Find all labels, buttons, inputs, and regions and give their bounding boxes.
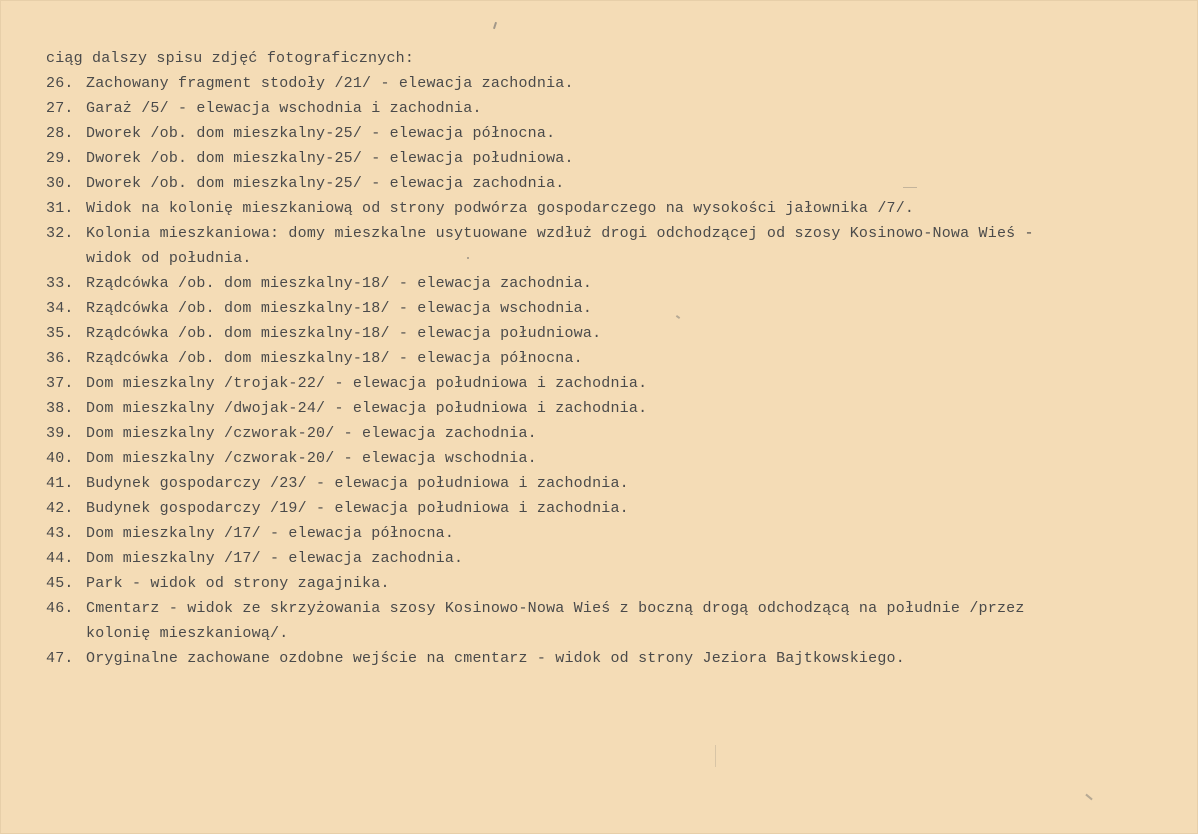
- paper-speck: [493, 22, 497, 29]
- item-text-line: Rządcówka /ob. dom mieszkalny-18/ - elewacja południowa.: [86, 325, 602, 342]
- item-text-line: widok od południa.: [86, 250, 252, 267]
- list-item: [46, 146, 1166, 171]
- list-item: [46, 371, 1166, 396]
- item-text: [86, 196, 1166, 221]
- list-item: [46, 571, 1166, 596]
- item-text-line: Dom mieszkalny /17/ - elewacja północna.: [86, 525, 455, 542]
- list-item: [46, 546, 1166, 571]
- item-number: 34.: [46, 300, 74, 317]
- item-text-line: Dom mieszkalny /17/ - elewacja zachodnia.: [86, 550, 464, 567]
- list-item: [46, 396, 1166, 421]
- item-number: 43.: [46, 525, 74, 542]
- item-text-line: Widok na kolonię mieszkaniową od strony podwórza gospodarczego na wysokości jałownika /7/.: [86, 200, 915, 217]
- item-number: 46.: [46, 600, 74, 617]
- list-item: [46, 596, 1166, 646]
- item-text: [86, 96, 1166, 121]
- item-text-line: Rządcówka /ob. dom mieszkalny-18/ - elewacja zachodnia.: [86, 275, 593, 292]
- item-text: [86, 646, 1166, 671]
- item-text-line: Park - widok od strony zagajnika.: [86, 575, 390, 592]
- item-text-line: Dworek /ob. dom mieszkalny-25/ - elewacja północna.: [86, 125, 556, 142]
- item-number: 28.: [46, 125, 74, 142]
- item-text: [86, 471, 1166, 496]
- item-text-line: kolonię mieszkaniową/.: [86, 625, 289, 642]
- item-number: 27.: [46, 100, 74, 117]
- paper-speck: [1085, 794, 1092, 801]
- list-item: [46, 471, 1166, 496]
- list-item: [46, 296, 1166, 321]
- item-text: [86, 221, 1166, 271]
- item-text: [86, 346, 1166, 371]
- item-text-line: Oryginalne zachowane ozdobne wejście na cmentarz - widok od strony Jeziora Bajtkowskiego.: [86, 650, 905, 667]
- item-text: [86, 521, 1166, 546]
- item-text-line: Dworek /ob. dom mieszkalny-25/ - elewacja południowa.: [86, 150, 574, 167]
- item-number: 42.: [46, 500, 74, 517]
- item-number: 30.: [46, 175, 74, 192]
- item-text: [86, 421, 1166, 446]
- list-item: [46, 171, 1166, 196]
- item-text: [86, 321, 1166, 346]
- list-item: [46, 221, 1166, 271]
- item-number: 47.: [46, 650, 74, 667]
- item-number: 36.: [46, 350, 74, 367]
- item-number: 38.: [46, 400, 74, 417]
- item-text-line: Zachowany fragment stodoły /21/ - elewacja zachodnia.: [86, 75, 574, 92]
- item-number: 29.: [46, 150, 74, 167]
- item-text-line: Dom mieszkalny /trojak-22/ - elewacja południowa i zachodnia.: [86, 375, 648, 392]
- photo-list: [46, 71, 1166, 671]
- item-text-line: Budynek gospodarczy /23/ - elewacja południowa i zachodnia.: [86, 475, 629, 492]
- list-item: [46, 271, 1166, 296]
- item-text-line: Dworek /ob. dom mieszkalny-25/ - elewacja zachodnia.: [86, 175, 565, 192]
- item-number: 40.: [46, 450, 74, 467]
- list-item: [46, 446, 1166, 471]
- item-text-line: Dom mieszkalny /dwojak-24/ - elewacja południowa i zachodnia.: [86, 400, 648, 417]
- item-number: 39.: [46, 425, 74, 442]
- item-number: 35.: [46, 325, 74, 342]
- item-text: [86, 446, 1166, 471]
- paper-speck: [715, 745, 716, 767]
- list-item: [46, 321, 1166, 346]
- item-text: [86, 146, 1166, 171]
- list-item: [46, 521, 1166, 546]
- item-text-line: Cmentarz - widok ze skrzyżowania szosy Kosinowo-Nowa Wieś z boczną drogą odchodzącą na południe /przez: [86, 600, 1025, 617]
- item-number: 33.: [46, 275, 74, 292]
- list-item: [46, 421, 1166, 446]
- list-item: [46, 121, 1166, 146]
- list-item: [46, 96, 1166, 121]
- item-text: [86, 271, 1166, 296]
- list-item: [46, 71, 1166, 96]
- item-text: [86, 371, 1166, 396]
- item-text: [86, 596, 1166, 646]
- document-heading: ciąg dalszy spisu zdjęć fotograficznych:: [46, 50, 415, 67]
- item-text-line: Rządcówka /ob. dom mieszkalny-18/ - elewacja wschodnia.: [86, 300, 593, 317]
- item-text: [86, 171, 1166, 196]
- item-text-line: Budynek gospodarczy /19/ - elewacja południowa i zachodnia.: [86, 500, 629, 517]
- item-number: 26.: [46, 75, 74, 92]
- item-number: 37.: [46, 375, 74, 392]
- item-text-line: Dom mieszkalny /czworak-20/ - elewacja wschodnia.: [86, 450, 537, 467]
- photo-list-document: [46, 46, 1166, 671]
- list-item: [46, 196, 1166, 221]
- item-text: [86, 71, 1166, 96]
- item-text: [86, 496, 1166, 521]
- item-number: 32.: [46, 225, 74, 242]
- item-text-line: Dom mieszkalny /czworak-20/ - elewacja zachodnia.: [86, 425, 537, 442]
- item-text: [86, 121, 1166, 146]
- item-text-line: Rządcówka /ob. dom mieszkalny-18/ - elewacja północna.: [86, 350, 583, 367]
- list-item: [46, 646, 1166, 671]
- item-number: 31.: [46, 200, 74, 217]
- item-text: [86, 571, 1166, 596]
- item-number: 44.: [46, 550, 74, 567]
- item-number: 45.: [46, 575, 74, 592]
- list-item: [46, 496, 1166, 521]
- list-item: [46, 346, 1166, 371]
- item-text-line: Garaż /5/ - elewacja wschodnia i zachodnia.: [86, 100, 482, 117]
- item-number: 41.: [46, 475, 74, 492]
- item-text: [86, 546, 1166, 571]
- item-text: [86, 396, 1166, 421]
- item-text: [86, 296, 1166, 321]
- item-text-line: Kolonia mieszkaniowa: domy mieszkalne usytuowane wzdłuż drogi odchodzącej od szosy Kosinowo-Nowa Wieś -: [86, 225, 1034, 242]
